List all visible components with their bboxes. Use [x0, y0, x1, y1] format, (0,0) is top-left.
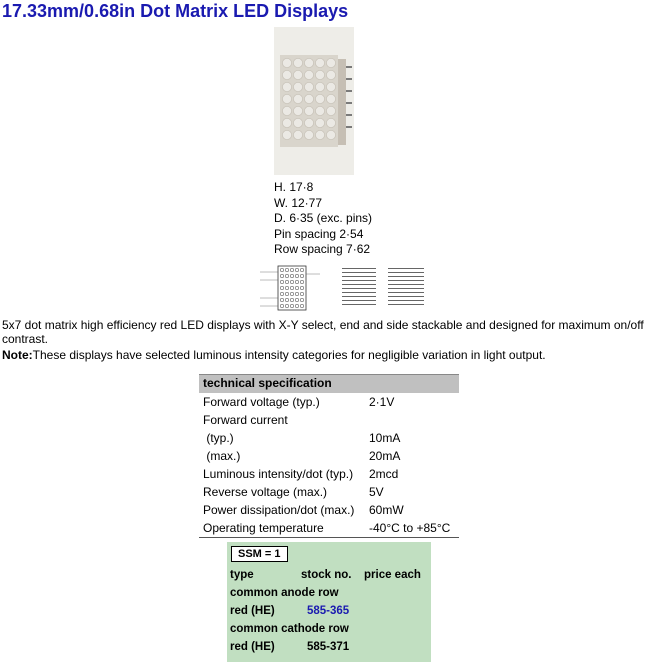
dimension-pin-spacing: Pin spacing 2·54	[274, 226, 364, 241]
led-dot	[293, 106, 302, 115]
stock-number: 585-371	[307, 641, 350, 653]
diagram-dot	[280, 286, 284, 290]
technical-specification-table	[199, 374, 459, 538]
tech-value: 5V	[369, 485, 384, 499]
dimension-width: W. 12·77	[274, 195, 323, 210]
tech-row	[199, 447, 459, 465]
led-dot	[304, 58, 313, 67]
led-dot	[315, 106, 324, 115]
tech-key: Power dissipation/dot (max.)	[203, 503, 355, 517]
diagram-dot	[285, 280, 289, 284]
led-dot	[282, 118, 291, 127]
order-header-price: price each	[364, 569, 421, 581]
diagram-dot	[295, 292, 299, 296]
diagram-dot	[290, 268, 294, 272]
product-note	[2, 348, 546, 362]
diagram-dot	[300, 274, 304, 278]
led-dot	[315, 130, 324, 139]
tech-key: (typ.)	[203, 431, 234, 445]
dimension-row-spacing: Row spacing 7·62	[274, 242, 371, 256]
dimension-list	[274, 180, 372, 258]
tech-value: 20mA	[369, 449, 401, 463]
diagram-dot	[285, 292, 289, 296]
diagram-dot	[285, 304, 289, 308]
tech-value: 10mA	[369, 431, 401, 445]
tech-spec-heading: technical specification	[199, 374, 459, 393]
led-dot	[304, 130, 313, 139]
diagram-dot	[295, 274, 299, 278]
led-dot	[315, 82, 324, 91]
order-group-anode: common anode row	[230, 587, 339, 599]
diagram-dot	[300, 268, 304, 272]
diagram-dot	[280, 268, 284, 272]
tech-value: 60mW	[369, 503, 404, 517]
led-dot	[282, 94, 291, 103]
stock-number-link[interactable]: 585-365	[307, 605, 350, 617]
diagram-dot	[280, 292, 284, 296]
diagram-dot	[295, 280, 299, 284]
led-dot	[326, 118, 335, 127]
diagram-dot	[300, 286, 304, 290]
ssm-badge: SSM = 1	[231, 546, 288, 562]
tech-row	[199, 465, 459, 483]
ordering-panel	[227, 542, 431, 662]
tech-row	[199, 501, 459, 519]
led-dot	[315, 118, 324, 127]
led-dot	[293, 70, 302, 79]
pinout-diagram	[250, 260, 430, 315]
diagram-dot	[285, 268, 289, 272]
note-label: Note:	[2, 348, 33, 362]
led-dot	[315, 70, 324, 79]
diagram-dot	[285, 274, 289, 278]
page-title: 17.33mm/0.68in Dot Matrix LED Displays	[2, 1, 349, 21]
diagram-dot	[300, 280, 304, 284]
diagram-dot	[280, 280, 284, 284]
diagram-dot	[290, 280, 294, 284]
tech-key: Reverse voltage (max.)	[203, 485, 328, 499]
led-dot	[282, 58, 291, 67]
led-dot	[304, 82, 313, 91]
diagram-dot	[280, 274, 284, 278]
led-dot	[282, 82, 291, 91]
led-dot	[326, 70, 335, 79]
order-item-type: red (HE)	[230, 605, 275, 617]
led-dot	[293, 130, 302, 139]
note-text: These displays have selected luminous intensity categories for negligible variation in light output.	[32, 348, 546, 362]
led-dot	[304, 70, 313, 79]
order-header-type: type	[230, 569, 254, 581]
tech-key: Forward voltage (typ.)	[203, 395, 320, 409]
diagram-dot	[300, 298, 304, 302]
led-dot	[304, 118, 313, 127]
led-dot	[326, 82, 335, 91]
led-dot	[293, 82, 302, 91]
diagram-dot	[280, 298, 284, 302]
led-dot	[315, 58, 324, 67]
diagram-dot	[285, 298, 289, 302]
diagram-dot	[290, 304, 294, 308]
tech-key: (max.)	[203, 449, 241, 463]
led-dot	[282, 70, 291, 79]
tech-row	[199, 483, 459, 501]
tech-value: 2·1V	[369, 395, 395, 409]
led-dot	[304, 106, 313, 115]
diagram-dot	[295, 304, 299, 308]
led-dot	[326, 106, 335, 115]
led-dot	[293, 58, 302, 67]
diagram-dot	[280, 304, 284, 308]
tech-row	[199, 393, 459, 411]
led-dot	[326, 130, 335, 139]
tech-value: 2mcd	[369, 467, 399, 481]
led-dot	[304, 94, 313, 103]
order-item-type: red (HE)	[230, 641, 275, 653]
led-dot	[326, 94, 335, 103]
diagram-dot	[300, 292, 304, 296]
diagram-dot	[290, 292, 294, 296]
led-dot	[315, 94, 324, 103]
led-dot	[326, 58, 335, 67]
tech-key: Operating temperature	[203, 521, 324, 535]
diagram-dot	[295, 298, 299, 302]
diagram-dot	[290, 274, 294, 278]
diagram-dot	[295, 286, 299, 290]
order-group-cathode: common cathode row	[230, 623, 349, 635]
led-dot	[282, 106, 291, 115]
led-dot	[282, 130, 291, 139]
tech-row	[199, 411, 459, 429]
tech-row	[199, 429, 459, 447]
dimension-depth: D. 6·35 (exc. pins)	[274, 211, 373, 225]
tech-key: Luminous intensity/dot (typ.)	[203, 467, 354, 481]
led-dot	[293, 118, 302, 127]
tech-value: -40°C to +85°C	[369, 521, 451, 535]
diagram-dot	[300, 304, 304, 308]
dimension-height: H. 17·8	[274, 180, 314, 194]
diagram-dot	[295, 268, 299, 272]
diagram-dot	[290, 298, 294, 302]
tech-key: Forward current	[203, 413, 288, 427]
led-dot	[293, 94, 302, 103]
diagram-dot	[290, 286, 294, 290]
product-photo	[274, 27, 354, 175]
product-description: 5x7 dot matrix high efficiency red LED displays with X-Y select, end and side stackable and designed for maximum on/off contrast.	[2, 318, 644, 346]
diagram-dot	[285, 286, 289, 290]
tech-row	[199, 519, 459, 538]
order-header-stock: stock no.	[301, 569, 352, 581]
